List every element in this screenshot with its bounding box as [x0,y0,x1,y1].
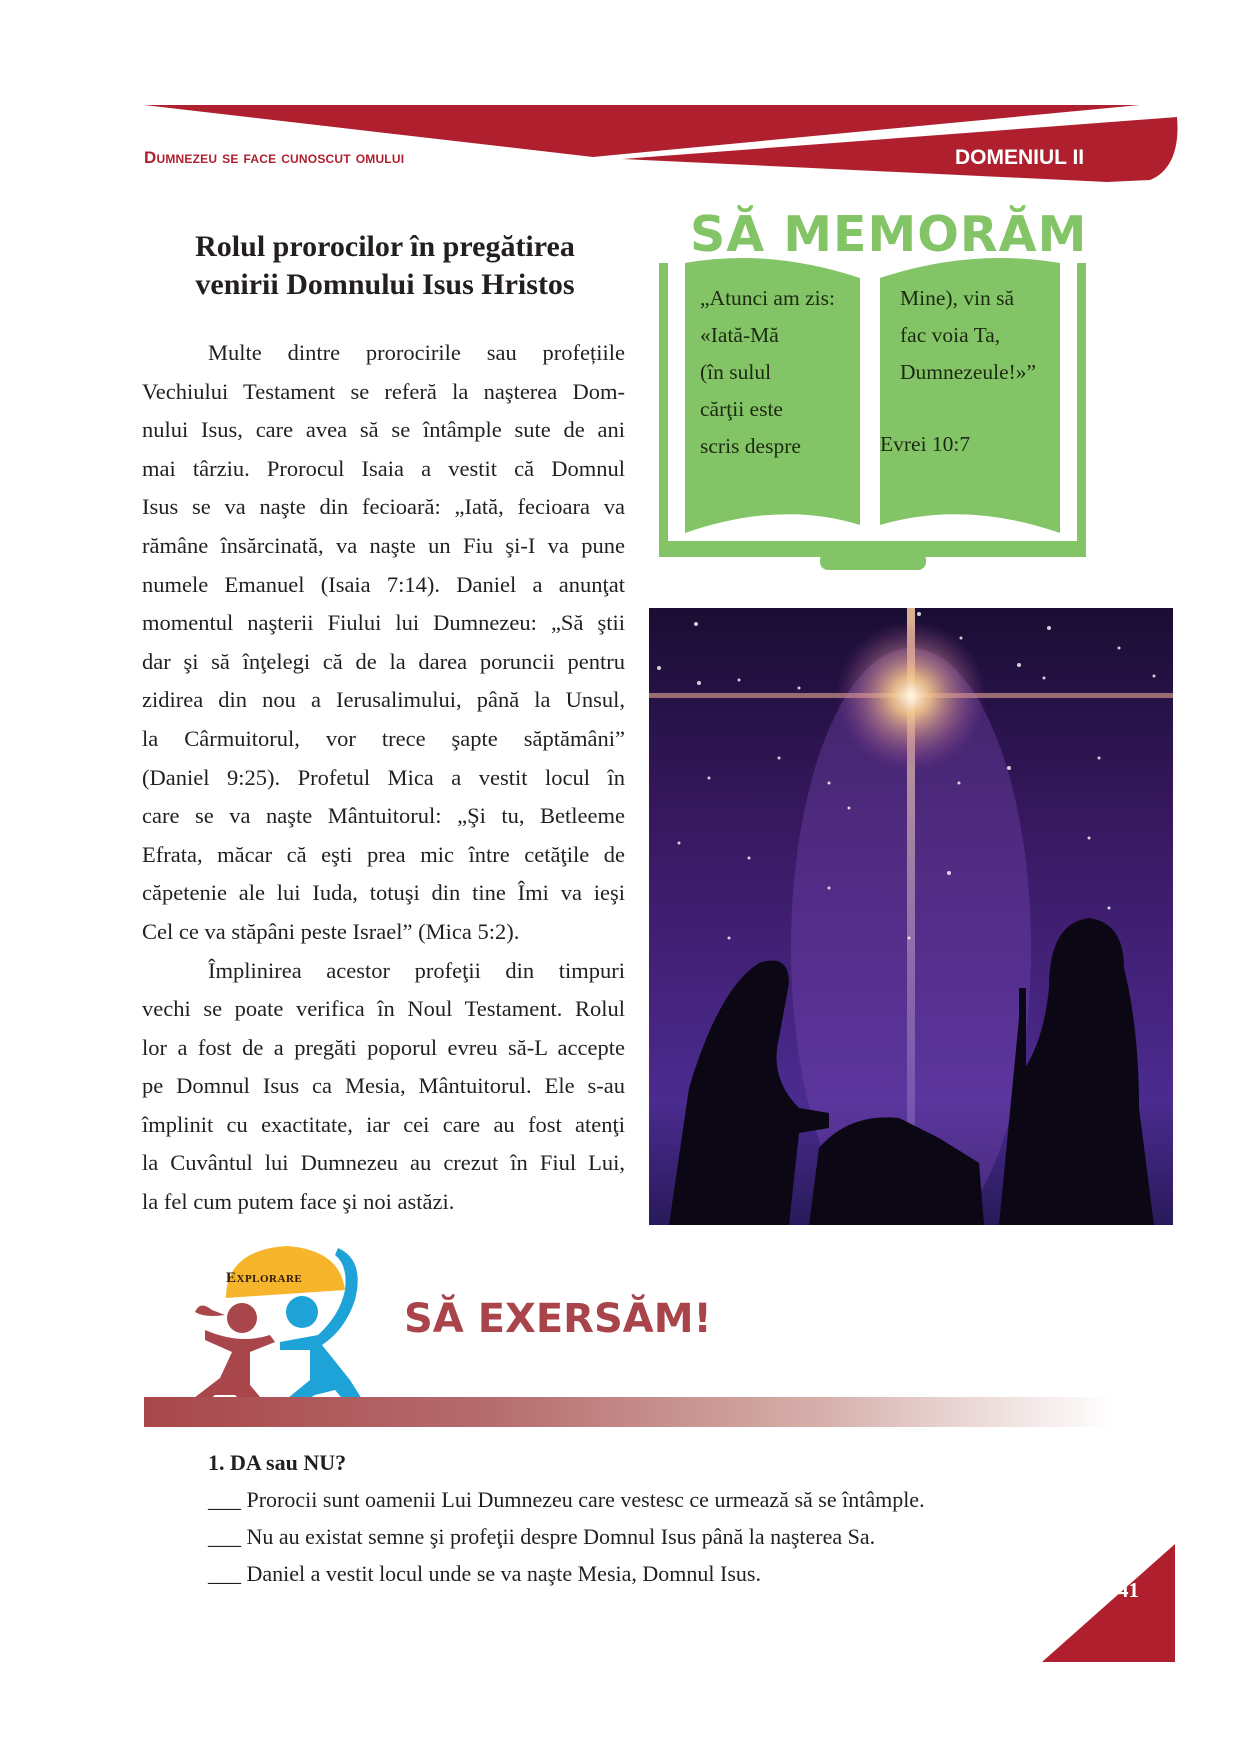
body-line: căpetenie ale lui Iuda, totuşi din tine Îmi va ieşi [142,880,625,906]
body-line: care se va naşte Mântuitorul: „Şi tu, Betleeme [142,803,625,829]
exercise-title: SĂ EXERSĂM! [404,1296,712,1342]
body-line: la Cârmuitorul, vor trece şapte săptămâni” [142,725,625,751]
verse-line: cărţii este [700,397,783,421]
body-line: (Daniel 9:25). Profetul Mica a vestit locul în [142,764,625,790]
body-line: Isus se va naşte din fecioară: „Iată, fecioara va [142,494,625,520]
verse-line: «Iată-Mă [700,323,779,347]
body-line: Multe dintre prorocirile sau profețiile [208,340,625,365]
verse-line: Mine), vin să [900,286,1015,310]
body-line: la Cuvântul lui Dumnezeu au crezut în Fiul Lui, [142,1150,625,1176]
body-line: pe Domnul Isus ca Mesia, Mântuitorul. Ele s-au [142,1073,625,1099]
memorize-title: SĂ MEMORĂM [690,206,1088,263]
body-line: la fel cum putem face şi noi astăzi. [142,1189,455,1215]
body-line: Cel ce va stăpâni peste Israel” (Mica 5:2). [142,918,520,944]
body-line: momentul naşterii Fiului lui Dumnezeu: „Să ştii [142,610,625,636]
verse-line: (în sulul [700,360,772,384]
page-number: 41 [1118,1578,1139,1602]
body-line: lor a fost de a pregăti poporul evreu să-L accepte [142,1034,625,1060]
body-line: numele Emanuel (Isaia 7:14). Daniel a anunţat [142,571,625,597]
answer-blank[interactable]: ___ [208,1524,241,1549]
question-title: 1. DA sau NU? [208,1450,347,1475]
body-line: rămâne însărcinată, va naşte un Fiu şi-I va pune [142,532,625,558]
explorare-badge: Explorare [226,1270,303,1286]
answer-blank[interactable]: ___ [208,1487,241,1512]
body-line: zidirea din nou a Ierusalimului, până la Unsul, [142,687,625,713]
verse-line: Dumnezeule!»” [900,360,1037,384]
body-line: împlinit cu exactitate, iar cei care au fost atenţi [142,1111,625,1137]
body-line: Împlinirea acestor profeţii din timpuri [208,957,625,983]
answer-blank[interactable]: ___ [208,1561,241,1586]
section-title: Dumnezeu se face cunoscut omului [144,148,405,167]
body-line: mai târziu. Prorocul Isaia a vestit că Domnul [142,455,625,481]
article-title-line: venirii Domnului Isus Hristos [195,268,575,301]
body-line: nului Isus, care avea să se întâmple sute de ani [142,417,625,443]
body-line: Efrata, măcar că eşti prea mic între cetăţile de [142,841,625,867]
question-text: Daniel a vestit locul unde se va naşte Mesia, Domnul Isus. [246,1561,761,1586]
domain-label: DOMENIUL II [955,146,1085,169]
article-title-line: Rolul prorocilor în pregătirea [195,230,575,263]
question-text: Prorocii sunt oamenii Lui Dumnezeu care vestesc ce urmează să se întâmple. [246,1487,925,1512]
question-text: Nu au existat semne şi profeţii despre Domnul Isus până la naşterea Sa. [246,1524,876,1549]
body-line: Vechiului Testament se referă la naşterea Dom- [142,378,625,404]
verse-line: „Atunci am zis: [700,286,835,310]
body-line: dar şi să înţelegi că de la darea poruncii pentru [142,648,625,674]
verse-line: scris despre [700,434,801,458]
verse-line: fac voia Ta, [900,323,1001,347]
body-line: vechi se poate verifica în Noul Testament. Rolul [142,996,625,1022]
verse-reference: Evrei 10:7 [880,432,971,456]
